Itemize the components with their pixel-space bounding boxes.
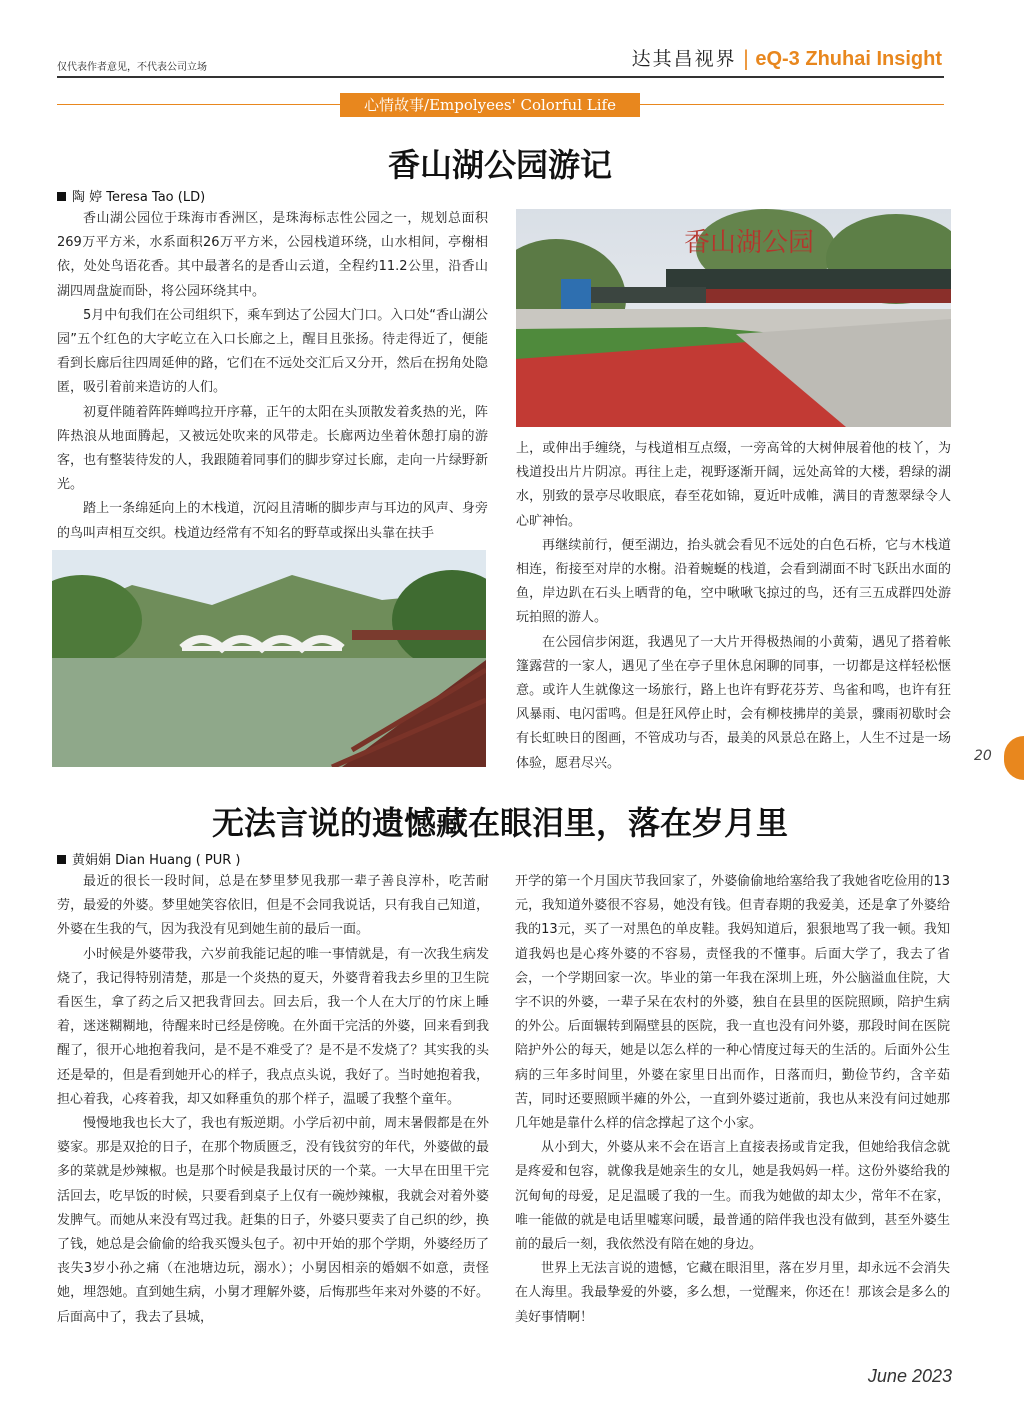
brand-en: eQ-3 Zhuhai Insight bbox=[755, 48, 942, 70]
article2-right-column bbox=[515, 870, 950, 1330]
article1-title: 香山湖公园游记 bbox=[387, 146, 612, 184]
article2-left-column bbox=[57, 870, 489, 1330]
park-entrance-illustration bbox=[516, 209, 951, 427]
paragraph: 最近的很长一段时间，总是在梦里梦见我那一辈子善良淳朴，吃苦耐劳，最爱的外婆。梦里她笑容依旧，但是不会同我说话，只有我自己知道，外婆在生我的气，因为我没有见到她生前的最后一面。 bbox=[57, 874, 489, 938]
article2-author-name: 黄娟娟 Dian Huang ( PUR ) bbox=[72, 853, 241, 868]
bullet-square-icon bbox=[57, 855, 66, 864]
brand-logo bbox=[632, 44, 942, 71]
section-banner: 心情故事/Empolyees' Colorful Life bbox=[340, 93, 640, 117]
paragraph: 小时候是外婆带我，六岁前我能记起的唯一事情就是，有一次我生病发烧了，我记得特别清楚，那是一个炎热的夏天，外婆背着我去乡里的卫生院看医生，拿了药之后又把我背回去。回去后，我一个人在大厅的竹床上睡着，迷迷糊糊地，待醒来时已经是傍晚。在外面干完活的外婆，回来看到我醒了，很开心地抱着我问，是不是不难受了？是不是不发烧了？其实我的头还是晕的，但是看到她开心的样子，我点点头说，我好了。当时她抱着我，担心着我，心疼着我，却又如释重负的那个样子，温暖了我整个童年。 bbox=[57, 946, 489, 1107]
page-number: 20 bbox=[974, 748, 992, 764]
paragraph: 香山湖公园位于珠海市香洲区，是珠海标志性公园之一，规划总面积269万平方米，水系面积26万平方米，公园栈道环绕，山水相间，亭榭相依，处处鸟语花香。其中最著名的是香山云道，全程约11.2公里，沿香山湖四周盘旋而卧，将公园环绕其中。 bbox=[57, 211, 488, 299]
paragraph: 从小到大，外婆从来不会在语言上直接表扬或肯定我，但她给我信念就是疼爱和包容，就像我是她亲生的女儿，她是我妈妈一样。这份外婆给我的沉甸甸的母爱，足足温暖了我的一生。而我为她做的却太少，常年不在家，唯一能做的就是电话里嘘寒问暖，最普通的陪伴我也没有做到，甚至外婆生前的最后一刻，我依然没有陪在她的身边。 bbox=[515, 1140, 950, 1253]
paragraph: 慢慢地我也长大了，我也有叛逆期。小学后初中前，周末暑假都是在外婆家。那是双抢的日子，在那个物质匮乏，没有钱贫穷的年代，外婆做的最多的菜就是炒辣椒。也是那个时候是我最讨厌的一个菜。一大早在田里干完活回去，吃早饭的时候，只要看到桌子上仅有一碗炒辣椒，我就会对着外婆发脾气。而她从来没有骂过我。赶集的日子，外婆只要卖了自己织的纱，换了钱，她总是会偷偷的给我买馒头包子。初中开始的那个学期，外婆经历了丧失3岁小孙之痛（在池塘边玩，溺水）；小舅因相亲的婚姻不如意，责怪她，埋怨她。直到她生病，小舅才理解外婆，后悔那些年来对外婆的不好。后面高中了，我去了县城， bbox=[57, 1116, 489, 1325]
paragraph: 在公园信步闲逛，我遇见了一大片开得极热闹的小黄菊，遇见了搭着帐篷露营的一家人，遇见了坐在亭子里休息闲聊的同事，一切都是这样轻松惬意。或许人生就像这一场旅行，路上也许有野花芬芳、鸟雀和鸣，也许有狂风暴雨、电闪雷鸣。但是狂风停止时，会有柳枝拂岸的美景，骤雨初歇时会有长虹映日的图画，不管成功与否，最美的风景总在路上，人生不过是一场体验，愿君尽兴。 bbox=[516, 634, 951, 771]
paragraph: 初夏伴随着阵阵蝉鸣拉开序幕，正午的太阳在头顶散发着炙热的光，阵阵热浪从地面腾起，又被远处吹来的风带走。长廊两边坐着休憩打扇的游客，也有整装待发的人，我跟随着同事们的脚步穿过长廊，走向一片绿野新光。 bbox=[57, 404, 488, 493]
lake-bridge-photo bbox=[52, 550, 486, 767]
issue-date: June 2023 bbox=[867, 1366, 952, 1386]
paragraph: 再继续前行，便至湖边，抬头就会看见不远处的白色石桥，它与木栈道相连，衔接至对岸的水榭。沿着蜿蜒的栈道，会看到湖面不时飞跃出水面的鱼，岸边趴在石头上晒背的龟，空中啾啾飞掠过的鸟，还有三五成群四处游玩拍照的游人。 bbox=[516, 537, 951, 626]
brand-separator: | bbox=[742, 46, 750, 70]
park-entrance-photo bbox=[516, 209, 951, 427]
park-sign-text: 香山湖公园 bbox=[684, 228, 815, 258]
header-rule bbox=[57, 76, 944, 78]
article1-left-column bbox=[57, 207, 488, 546]
paragraph: 踏上一条绵延向上的木栈道，沉闷且清晰的脚步声与耳边的风声、身旁的鸟叫声相互交织。栈道边经常有不知名的野草或探出头靠在扶手 bbox=[57, 501, 488, 541]
article2-title: 无法言说的遗憾藏在眼泪里，落在岁月里 bbox=[211, 804, 788, 842]
article1-author-name: 陶 婷 Teresa Tao (LD) bbox=[72, 190, 206, 205]
paragraph: 5月中旬我们在公司组织下，乘车到达了公园大门口。入口处“香山湖公园”五个红色的大字屹立在入口长廊之上，醒目且张扬。待走得近了，便能看到长廊后往四周延伸的路，它们在不远处交汇后又分开，然后在拐角处隐匿，吸引着前来造访的人们。 bbox=[57, 307, 489, 396]
article1-right-column bbox=[516, 437, 951, 776]
article1-author bbox=[57, 186, 205, 205]
article2-author bbox=[57, 849, 241, 868]
page-tab bbox=[1004, 736, 1024, 780]
paragraph: 开学的第一个月国庆节我回家了，外婆偷偷地给塞给我了我她省吃俭用的13元，我知道外婆很不容易，她没有钱。但青春期的我爱美，还是拿了外婆给我的13元，买了一对黑色的单皮鞋。我妈知道后，狠狠地骂了我一顿。我知道我妈也是心疼外婆的不容易，责怪我的不懂事。后面大学了，我去了省会，一个学期回家一次。毕业的第一年我在深圳上班，外公脑溢血住院，大字不识的外婆，一辈子呆在农村的外婆，独自在县里的医院照顾，陪护生病的外公。后面辗转到隔壁县的医院，我一直也没有问外婆，那段时间在医院陪护外公的每天，她是以怎么样的一种心情度过每天的生活的。后面外公生病的三年多时间里，外婆在家里日出而作，日落而归，勤俭节约，含辛茹苦，同时还要照顾半瘫的外公，一直到外婆过逝前，我也从来没有问过她那几年她是靠什么样的信念撑起了这个小家。 bbox=[515, 874, 950, 1132]
bullet-square-icon bbox=[57, 192, 66, 201]
paragraph: 上，或伸出手缠绕，与栈道相互点缀，一旁高耸的大树伸展着他的枝丫，为栈道投出片片阴凉。再往上走，视野逐渐开阔，远处高耸的大楼，碧绿的湖水，别致的景亭尽收眼底，春至花如锦，夏近叶成帷，满目的青葱翠绿令人心旷神怡。 bbox=[516, 441, 951, 529]
disclaimer: 仅代表作者意见，不代表公司立场 bbox=[57, 62, 207, 73]
brand-cn: 达其昌视界 bbox=[631, 48, 737, 70]
lake-bridge-illustration bbox=[52, 550, 486, 767]
paragraph: 世界上无法言说的遗憾，它藏在眼泪里，落在岁月里，却永远不会消失在人海里。我最挚爱的外婆，多么想，一觉醒来，你还在！那该会是多么的美好事情啊！ bbox=[515, 1261, 950, 1325]
